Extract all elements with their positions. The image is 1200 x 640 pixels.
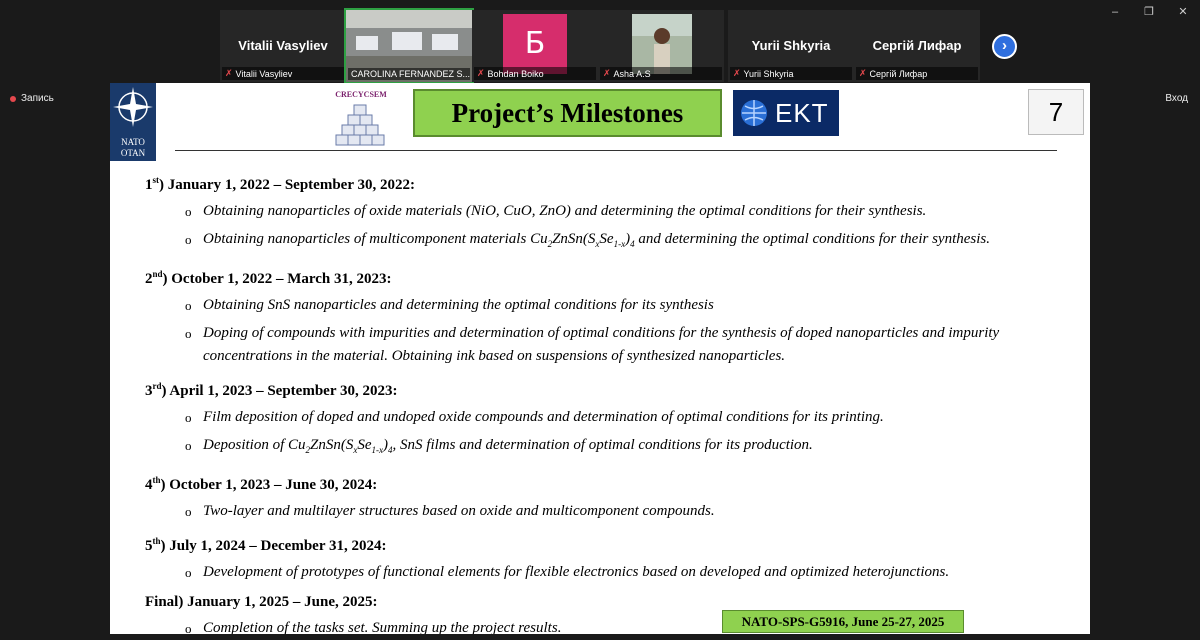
participant-label (856, 67, 978, 80)
list-item: o Obtaining SnS nanoparticles and determining the optimal conditions for its synthesis (185, 294, 1080, 317)
phase-heading: 4th) October 1, 2023 – June 30, 2024: (145, 475, 378, 493)
phase-heading: 2nd) October 1, 2022 – March 31, 2023: (145, 269, 392, 287)
page-number: 7 (1028, 89, 1084, 135)
participant-name: Сергій Лифар (872, 38, 962, 53)
minimize-button[interactable]: – (1111, 6, 1119, 18)
nato-text-bottom: OTAN (120, 148, 146, 158)
participant-label-text: Bohdan Boiko (487, 68, 544, 79)
mic-off-icon: ✗ (733, 68, 741, 78)
participant-tile[interactable] (854, 10, 980, 82)
participant-label (222, 67, 344, 80)
participant-tile-active-speaker[interactable] (346, 10, 472, 82)
participant-tile[interactable] (728, 10, 854, 82)
phase-items (185, 406, 1080, 462)
ekt-logo (733, 90, 839, 136)
project-logo-text: CRECYCSEM (335, 90, 387, 99)
phase-heading: 1st) January 1, 2022 – September 30, 2022: (145, 175, 415, 193)
participant-tile[interactable] (220, 10, 346, 82)
phase-heading: 3rd) April 1, 2023 – September 30, 2023: (145, 381, 398, 399)
slide-footer: NATO-SPS-G5916, June 25-27, 2025 (722, 610, 964, 633)
phase-items (185, 561, 1080, 584)
mic-off-icon: ✗ (225, 68, 233, 78)
close-button[interactable]: ✕ (1178, 6, 1188, 18)
nato-star-icon (110, 83, 156, 133)
list-item: o Development of prototypes of functional elements for flexible electronics based on developed and optimized heterojunctions. (185, 561, 1080, 584)
header-divider (175, 150, 1057, 151)
window-controls (1108, 4, 1190, 20)
participant-label (600, 67, 722, 80)
mic-off-icon: ✗ (859, 68, 867, 78)
exit-button[interactable]: Вход (1165, 93, 1188, 104)
project-logo (330, 87, 392, 149)
list-item: o Completion of the tasks set. Summing up the project results. (185, 617, 1080, 634)
participant-label-text: CAROLINA FERNANDEZ S... (351, 69, 470, 79)
list-item: o Two-layer and multilayer structures based on oxide and multicomponent compounds. (185, 500, 1080, 523)
recording-indicator[interactable] (10, 93, 54, 104)
participant-label-text: Asha A.S (613, 68, 651, 79)
list-item: o Doping of compounds with impurities and determination of optimal conditions for the synthesis of doped nanoparticles and impurity concentrations in the material. Obtaining ink based on suspensions of synthesized nanoparticles. (185, 322, 1080, 368)
slide-title: Project’s Milestones (413, 89, 722, 137)
phase-items (185, 500, 1080, 523)
participant-tile[interactable] (472, 10, 598, 82)
ekt-text: EKT (775, 97, 829, 128)
participant-label-text: Vitalii Vasyliev (235, 68, 293, 79)
nato-text (110, 137, 156, 159)
list-item: o Deposition of $Cu_2ZnSn(S_xSe_{1-x})_4$, SnS films and determination of optimal conditions for its production. (185, 434, 1080, 462)
participant-label (474, 67, 596, 80)
phase-heading: 5th) July 1, 2024 – December 31, 2024: (145, 536, 387, 554)
list-item: o Film deposition of doped and undoped oxide compounds and determination of optimal conditions for its printing. (185, 406, 1080, 429)
phase-heading: Final) January 1, 2025 – June, 2025: (145, 594, 378, 610)
participant-tile[interactable] (598, 10, 724, 82)
list-item: o Obtaining nanoparticles of multicomponent materials $Cu_2ZnSn(S_xSe_{1-x})_4$ and determining the optimal conditions for their synthesis. (185, 228, 1080, 256)
participant-name: Vitalii Vasyliev (238, 38, 328, 53)
participant-label (348, 68, 470, 80)
record-label: Запись (21, 93, 54, 104)
participant-label-text: Yurii Shkyria (743, 68, 794, 79)
nato-text-top: NATO (121, 137, 145, 147)
mic-off-icon: ✗ (603, 68, 611, 78)
restore-button[interactable]: ❐ (1144, 6, 1154, 18)
ekt-globe-icon (739, 98, 769, 128)
shared-slide (110, 83, 1090, 634)
milestones-list (145, 170, 1080, 634)
next-participants-button[interactable]: › (992, 34, 1017, 59)
participant-label-text: Сергій Лифар (869, 68, 928, 79)
mic-off-icon: ✗ (477, 68, 485, 78)
list-item: o Obtaining nanoparticles of oxide materials (NiO, CuO, ZnO) and determining the optimal conditions for their synthesis. (185, 200, 1080, 223)
participant-name: Yurii Shkyria (751, 38, 831, 53)
nato-logo (110, 83, 156, 161)
phase-items (185, 294, 1080, 368)
phase-items (185, 200, 1080, 256)
avatar: Б (503, 14, 567, 74)
participant-label (730, 67, 852, 80)
record-dot-icon (10, 96, 16, 102)
